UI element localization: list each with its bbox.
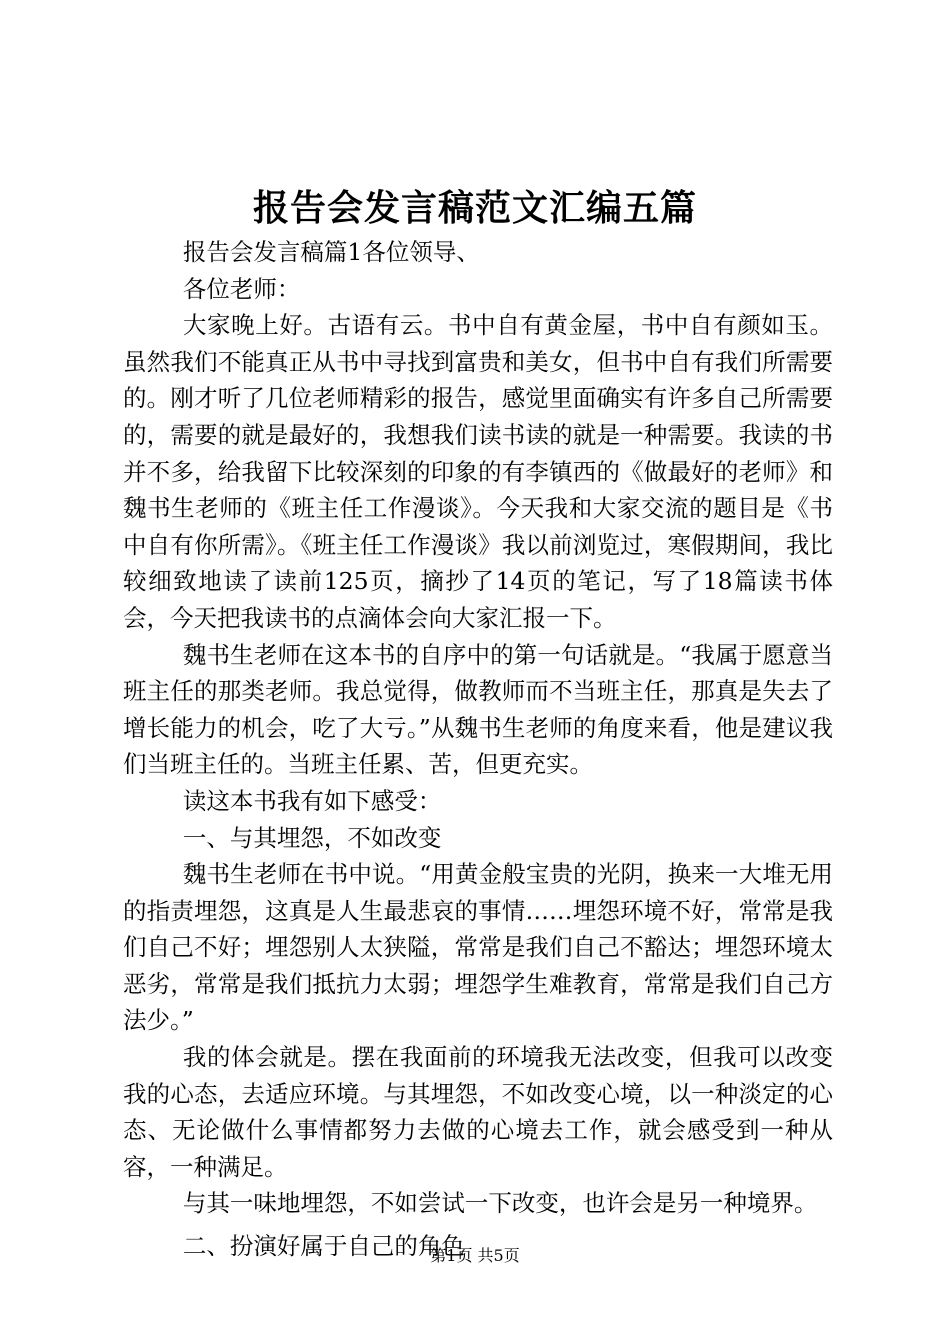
page-number-footer: 第1页 共5页 bbox=[430, 1246, 520, 1265]
document-title: 报告会发言稿范文汇编五篇 bbox=[252, 187, 697, 229]
paragraph-conclusion: 与其一味地埋怨，不如尝试一下改变，也许会是另一种境界。 bbox=[182, 1189, 818, 1218]
section-heading-one: 一、与其埋怨，不如改变 bbox=[182, 823, 442, 852]
paragraph-salutation: 各位老师： bbox=[182, 274, 301, 303]
paragraph-reflection: 我的体会就是。摆在我面前的环境我无法改变，但我可以改变我的心态，去适应环境。与其埋怨，不如改变心境，以一种淡定的心态、无论做什么事情都努力去做的心境去工作，就会感受到一种从容，一种满足。 bbox=[123, 1043, 833, 1181]
paragraph-preface-quote: 魏书生老师在这本书的自序中的第一句话就是。“我属于愿意当班主任的那类老师。我总觉得，做教师而不当班主任，那真是失去了增长能力的机会，吃了大亏。”从魏书生老师的角度来看，他是建议我们当班主任的。当班主任累、苦，但更充实。 bbox=[123, 640, 833, 779]
section-heading-two: 二、扮演好属于自己的角色 bbox=[182, 1232, 465, 1261]
paragraph-book-quote: 魏书生老师在书中说。“用黄金般宝贵的光阴，换来一大堆无用的指责埋怨，这真是人生最悲哀的事情……埋怨环境不好，常常是我们自己不好；埋怨别人太狭隘，常常是我们自己不豁达；埋怨环境太恶劣，常常是我们抵抗力太弱；埋怨学生难教育，常常是我们自己方法少。” bbox=[123, 860, 833, 1035]
paragraph-feelings-lead: 读这本书我有如下感受： bbox=[182, 786, 442, 815]
document-body bbox=[123, 234, 833, 1265]
paragraph-greeting: 报告会发言稿篇1各位领导、 bbox=[182, 238, 480, 266]
paragraph-intro: 大家晚上好。古语有云。书中自有黄金屋，书中自有颜如玉。虽然我们不能真正从书中寻找到富贵和美女，但书中自有我们所需要的。刚才听了几位老师精彩的报告，感觉里面确实有许多自己所需要的，需要的就是最好的，我想我们读书读的就是一种需要。我读的书并不多，给我留下比较深刻的印象的有李镇西的《做最好的老师》和魏书生老师的《班主任工作漫谈》。今天我和大家交流的题目是《书中自有你所需》。《班主任工作漫谈》我以前浏览过，寒假期间，我比较细致地读了读前125页，摘抄了14页的笔记，写了18篇读书体会，今天把我读书的点滴体会向大家汇报一下。 bbox=[123, 311, 833, 632]
